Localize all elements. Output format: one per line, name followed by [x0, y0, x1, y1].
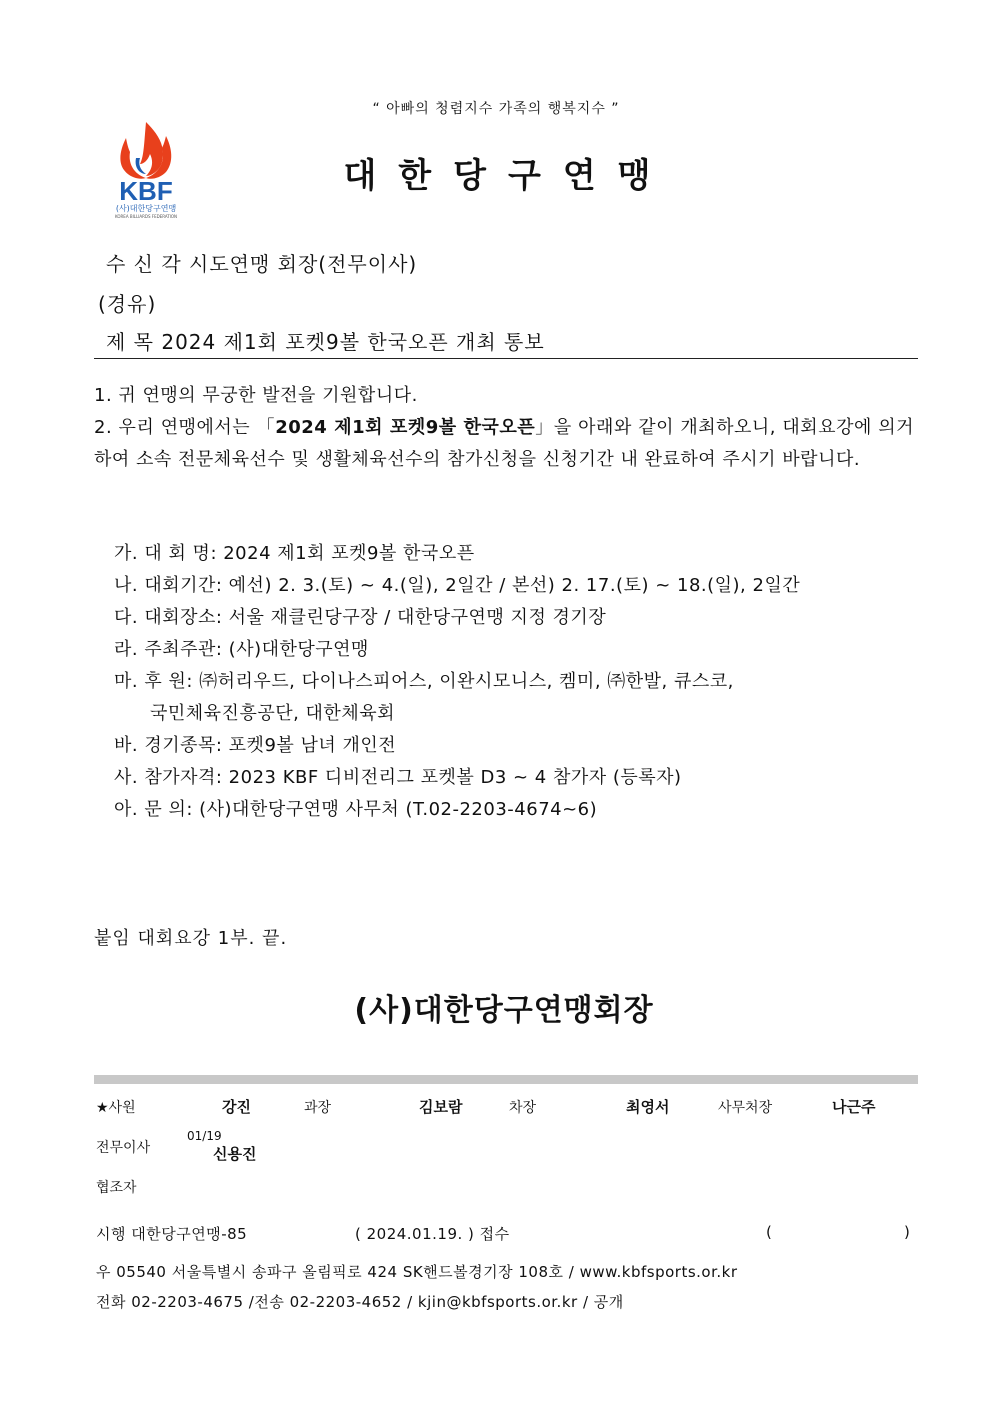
item-inquiry: 아. 문 의: (사)대한당구연맹 사무처 (T.02-2203-4674~6)	[114, 799, 598, 820]
approval-divider	[94, 1075, 918, 1084]
item-event-name: 가. 대 회 명: 2024 제1회 포켓9볼 한국오픈	[114, 543, 475, 564]
header-divider	[94, 358, 918, 359]
receipt-close: )	[904, 1223, 911, 1241]
logo-sub-en: KOREA BILLIARDS FEDERATION	[114, 214, 178, 219]
attachment-note: 붙임 대회요강 1부. 끝.	[94, 928, 288, 949]
body-line-2-pre: 2. 우리 연맹에서는 「	[94, 417, 276, 438]
item-sponsor-cont: 국민체육진흥공단, 대한체육회	[150, 703, 395, 724]
logo-sub-kr: (사)대한당구연맹	[115, 204, 177, 213]
subject-line: 제 목 2024 제1회 포켓9볼 한국오픈 개최 통보	[106, 330, 545, 354]
body-paragraphs	[94, 380, 914, 476]
approver-name-3: 최영서	[626, 1098, 670, 1116]
approver-role-3: 차장	[509, 1100, 537, 1116]
approver-name-4: 나근주	[832, 1098, 876, 1116]
body-line-2-post: 」을 아래와 같이 개최하오니, 대회요강에 의거하여 소속 전문체육선수 및 생활체육선수의 참가신청을 신청기간 내 완료하여 주시기 바랍니다.	[94, 417, 914, 470]
approver-role-4: 사무처장	[718, 1100, 773, 1116]
approver-role-2: 과장	[304, 1100, 332, 1116]
footer-address: 우 05540 서울특별시 송파구 올림픽로 424 SK핸드볼경기장 108호 / www.kbfsports.or.kr	[96, 1263, 738, 1281]
item-eligibility: 사. 참가자격: 2023 KBF 디비전리그 포켓볼 D3 ~ 4 참가자 (등록자)	[114, 767, 682, 788]
director-role: 전무이사	[96, 1140, 151, 1156]
body-line-2	[94, 412, 914, 476]
via-line: (경유)	[98, 292, 157, 316]
approver-name-1: 강진	[222, 1098, 251, 1116]
enforcement-date: ( 2024.01.19. ) 접수	[355, 1225, 510, 1243]
item-venue: 다. 대회장소: 서울 재클린당구장 / 대한당구연맹 지정 경기장	[114, 607, 607, 628]
enforcement-number: 시행 대한당구연맹-85	[96, 1225, 248, 1243]
logo-text: KBF	[119, 176, 173, 206]
director-date: 01/19	[187, 1129, 222, 1143]
item-host: 라. 주최주관: (사)대한당구연맹	[114, 639, 369, 660]
cooperator-label: 협조자	[96, 1180, 137, 1196]
signature: (사)대한당구연맹회장	[354, 993, 654, 1028]
item-period: 나. 대회기간: 예선) 2. 3.(토) ~ 4.(일), 2일간 / 본선) 2. 17.(토) ~ 18.(일), 2일간	[114, 575, 801, 596]
receipt-open: (	[766, 1223, 773, 1241]
footer-contact: 전화 02-2203-4675 /전송 02-2203-4652 / kjin@kbfsports.or.kr / 공개	[96, 1293, 624, 1311]
recipient-line: 수 신 각 시도연맹 회장(전무이사)	[106, 252, 418, 276]
director-name: 신용진	[213, 1145, 257, 1163]
body-line-1: 1. 귀 연맹의 무궁한 발전을 기원합니다.	[94, 385, 418, 406]
item-discipline: 바. 경기종목: 포켓9볼 남녀 개인전	[114, 735, 397, 756]
event-name: 2024 제1회 포켓9볼 한국오픈	[275, 417, 536, 438]
item-sponsor: 마. 후 원: ㈜허리우드, 다이나스피어스, 이완시모니스, 켐미, ㈜한발, 큐스코,	[114, 671, 734, 692]
org-title: 대한당구연맹	[343, 156, 673, 196]
slogan: “ 아빠의 청렴지수 가족의 행복지수 ”	[372, 101, 620, 117]
approver-role-1: ★사원	[96, 1100, 136, 1116]
approver-name-2: 김보람	[419, 1098, 463, 1116]
